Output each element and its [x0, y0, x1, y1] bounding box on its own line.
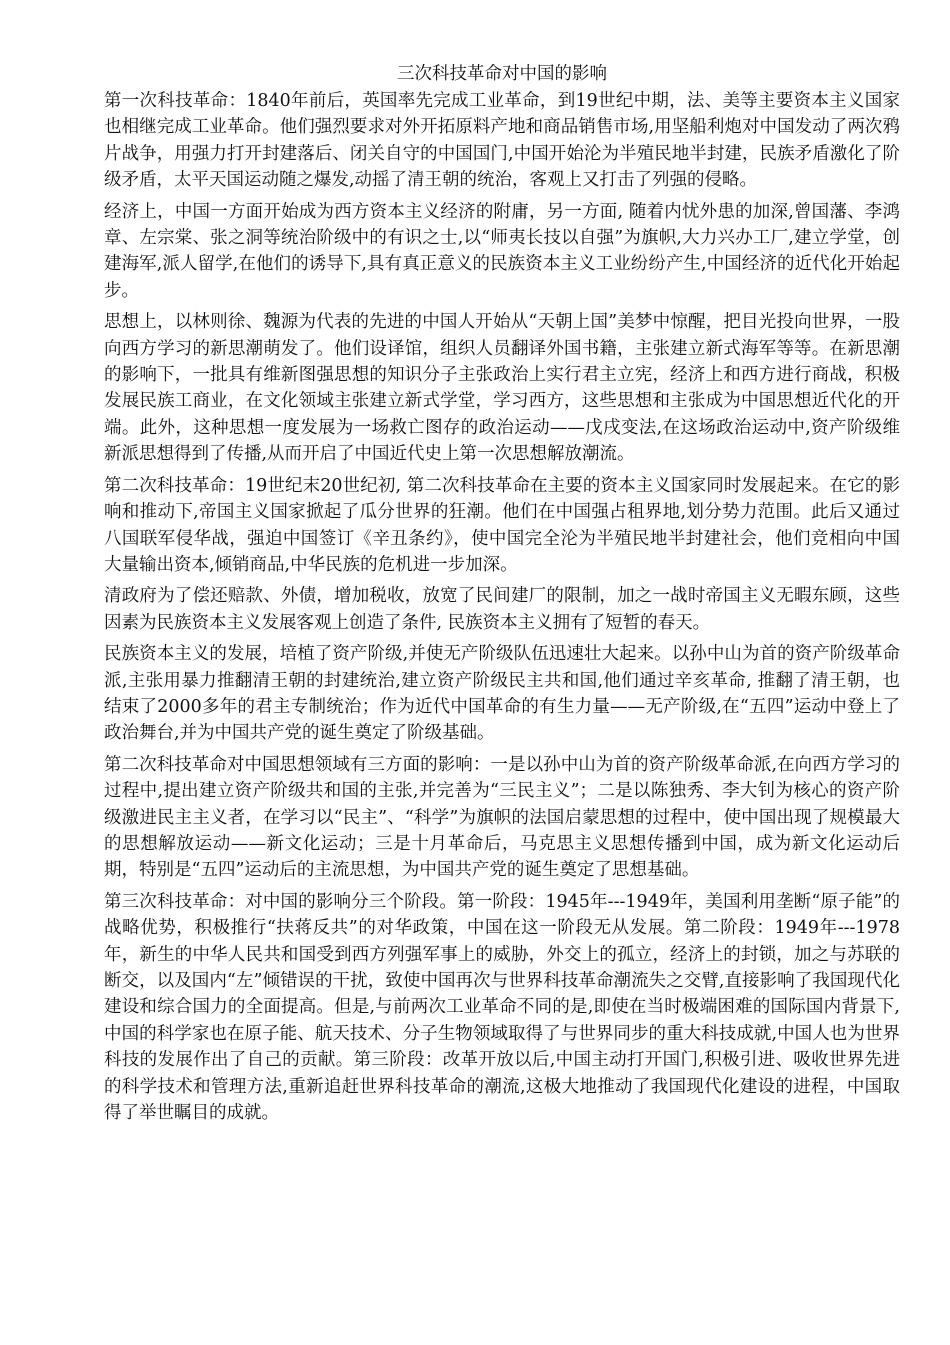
- paragraph-second-revolution: 第二次科技革命：19世纪末20世纪初, 第二次科技革命在主要的资本主义国家同时发展起来。在它的影响和推动下,帝国主义国家掀起了瓜分世界的狂潮。他们在中国强占租界地,划分势力范围。此后又通过八国联军侵华战，强迫中国签订《辛丑条约》，使中国完全沦为半殖民地半封建社会，他们竞相向中国大量输出资本,倾销商品,中华民族的危机进一步加深。: [104, 475, 900, 575]
- paragraph-thought: 思想上，以林则徐、魏源为代表的先进的中国人开始从“天朝上国”美梦中惊醒，把目光投向世界，一股向西方学习的新思潮萌发了。他们设译馆，组织人员翻译外国书籍，主张建立新式海军等等。在新思潮的影响下，一批具有维新图强思想的知识分子主张政治上实行君主立宪，经济上和西方进行商战，积极发展民族工商业，在文化领域主张建立新式学堂，学习西方，这些思想和主张成为中国思想近代化的开端。此外，这种思想一度发展为一场救亡图存的政治运动——戊戌变法,在这场政治运动中,资产阶级维新派思想得到了传播,从而开启了中国近代史上第一次思想解放潮流。: [104, 312, 900, 465]
- document-page: [104, 60, 900, 1131]
- paragraph-economy: 经济上，中国一方面开始成为西方资本主义经济的附庸，另一方面, 随着内忧外患的加深,曾国藩、李鸿章、左宗棠、张之洞等统治阶级中的有识之士,以“师夷长技以自强”为旗帜,大力兴办工厂,建立学堂，创建海军,派人留学,在他们的诱导下,具有真正意义的民族资本主义工业纷纷产生,中国经济的近代化开始起步。: [104, 201, 900, 301]
- paragraph-first-revolution: 第一次科技革命：1840年前后，英国率先完成工业革命，到19世纪中期，法、美等主要资本主义国家也相继完成工业革命。他们强烈要求对外开拓原料产地和商品销售市场,用坚船利炮对中国发动了两次鸦片战争，用强力打开封建落后、闭关自守的中国国门,中国开始沦为半殖民地半封建，民族矛盾激化了阶级矛盾，太平天国运动随之爆发,动摇了清王朝的统治，客观上又打击了列强的侵略。: [104, 91, 900, 191]
- paragraph-qing-government: 清政府为了偿还赔款、外债，增加税收，放宽了民间建厂的限制，加之一战时帝国主义无暇东顾，这些因素为民族资本主义发展客观上创造了条件, 民族资本主义拥有了短暂的春天。: [104, 586, 900, 633]
- paragraph-second-revolution-thought: 第二次科技革命对中国思想领域有三方面的影响：一是以孙中山为首的资产阶级革命派,在向西方学习的过程中,提出建立资产阶级共和国的主张,并完善为“三民主义”；二是以陈独秀、李大钊为核心的资产阶级激进民主主义者，在学习以“民主”、“科学”为旗帜的法国启蒙思想的过程中，使中国出现了规模最大的思想解放运动——新文化运动；三是十月革命后，马克思主义思想传播到中国，成为新文化运动后期，特别是“五四”运动后的主流思想，为中国共产党的诞生奠定了思想基础。: [104, 754, 900, 881]
- document-title: 三次科技革命对中国的影响: [397, 64, 607, 84]
- paragraph-national-capitalism: 民族资本主义的发展，培植了资产阶级,并使无产阶级队伍迅速壮大起来。以孙中山为首的资产阶级革命派,主张用暴力推翻清王朝的封建统治,建立资产阶级民主共和国,他们通过辛亥革命, 推翻了清王朝，也结束了2000多年的君主专制统治；作为近代中国革命的有生力量——无产阶级,在“五四”运动中登上了政治舞台,并为中国共产党的诞生奠定了阶级基础。: [104, 644, 900, 744]
- paragraph-third-revolution: 第三次科技革命：对中国的影响分三个阶段。第一阶段：1945年---1949年，美国利用垄断“原子能”的战略优势，积极推行“扶蒋反共”的对华政策，中国在这一阶段无从发展。第二阶段：1949年---1978年，新生的中华人民共和国受到西方列强军事上的威胁，外交上的孤立，经济上的封锁，加之与苏联的断交，以及国内“左”倾错误的干扰，致使中国再次与世界科技革命潮流失之交臂,直接影响了我国现代化建设和综合国力的全面提高。但是,与前两次工业革命不同的是,即使在当时极端困难的国际国内背景下,中国的科学家也在原子能、航天技术、分子生物领域取得了与世界同步的重大科技成就,中国人也为世界科技的发展作出了自己的贡献。第三阶段：改革开放以后,中国主动打开国门,积极引进、吸收世界先进的科学技术和管理方法,重新追赶世界科技革命的潮流,这极大地推动了我国现代化建设的进程，中国取得了举世瞩目的成就。: [104, 891, 900, 1124]
